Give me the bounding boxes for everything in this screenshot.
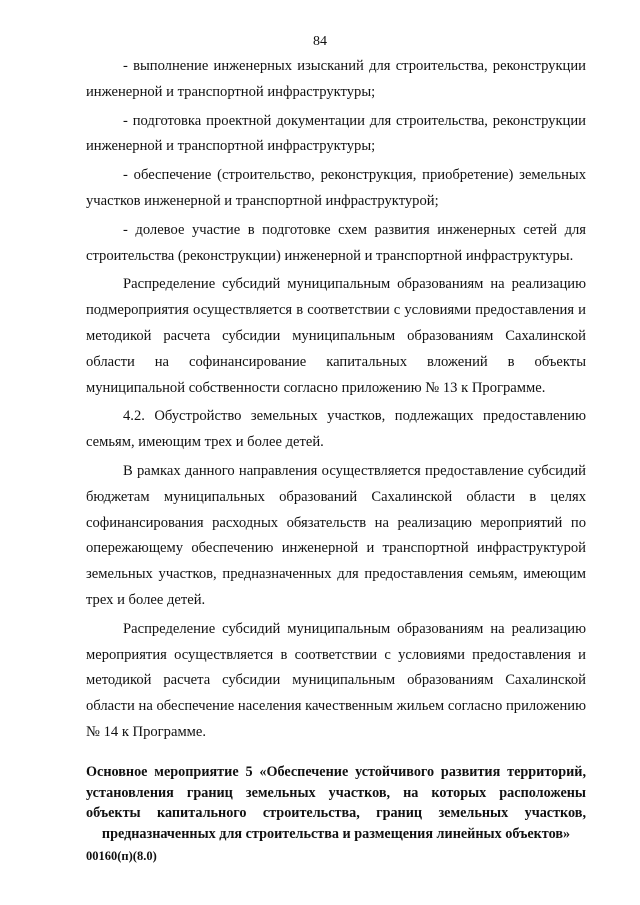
paragraph-bullet-shared-participation: - долевое участие в подготовке схем развития инженерных сетей для строительства (реконструкции) инженерной и транспортной инфраструктуры.	[86, 221, 586, 264]
document-code: 00160(п)(8.0)	[86, 849, 157, 863]
paragraph-subsidy-distribution-14: Распределение субсидий муниципальным образованиям на реализацию мероприятия осуществляется в соответствии с условиями предоставления и методикой расчета субсидии муниципальным образованиям Сахалинской области на обеспечение населения качественным жильем согласно приложению № 14 к Программе.	[86, 620, 586, 740]
body-text	[86, 54, 586, 749]
paragraph-direction-description: В рамках данного направления осуществляется предоставление субсидий бюджетам муниципальных образований Сахалинской области в целях софинансирования расходных обязательств на реализацию мероприятий по опережающему обеспечению инженерной и транспортной инфраструктурой земельных участков, предназначенных для предоставления семьям, имеющим трех и более детей.	[86, 462, 586, 608]
paragraph-bullet-surveys: - выполнение инженерных изысканий для строительства, реконструкции инженерной и транспортной инфраструктуры;	[86, 58, 586, 100]
paragraph-section-4-2: 4.2. Обустройство земельных участков, подлежащих предоставлению семьям, имеющим трех и более детей.	[86, 408, 586, 451]
paragraph-bullet-design-docs: - подготовка проектной документации для строительства, реконструкции инженерной и транспортной инфраструктуры;	[86, 112, 586, 155]
section-heading: Основное мероприятие 5 «Обеспечение устойчивого развития территорий, установления границ земельных участков, на которых расположены объекты капитального строительства, границ земельных участков, предназначенных для строительства и размещения линейных объектов»	[86, 764, 586, 842]
page-number: 84	[313, 34, 327, 49]
paragraph-bullet-provision: - обеспечение (строительство, реконструкция, приобретение) земельных участков инженерной и транспортной инфраструктурой;	[86, 167, 586, 209]
paragraph-subsidy-distribution-13: Распределение субсидий муниципальным образованиям на реализацию подмероприятия осуществляется в соответствии с условиями предоставления и методикой расчета субсидии муниципальным образованиям Сахалинской области на софинансирование капитальных вложений в объекты муниципальной собственности согласно приложению № 13 к Программе.	[86, 276, 586, 396]
